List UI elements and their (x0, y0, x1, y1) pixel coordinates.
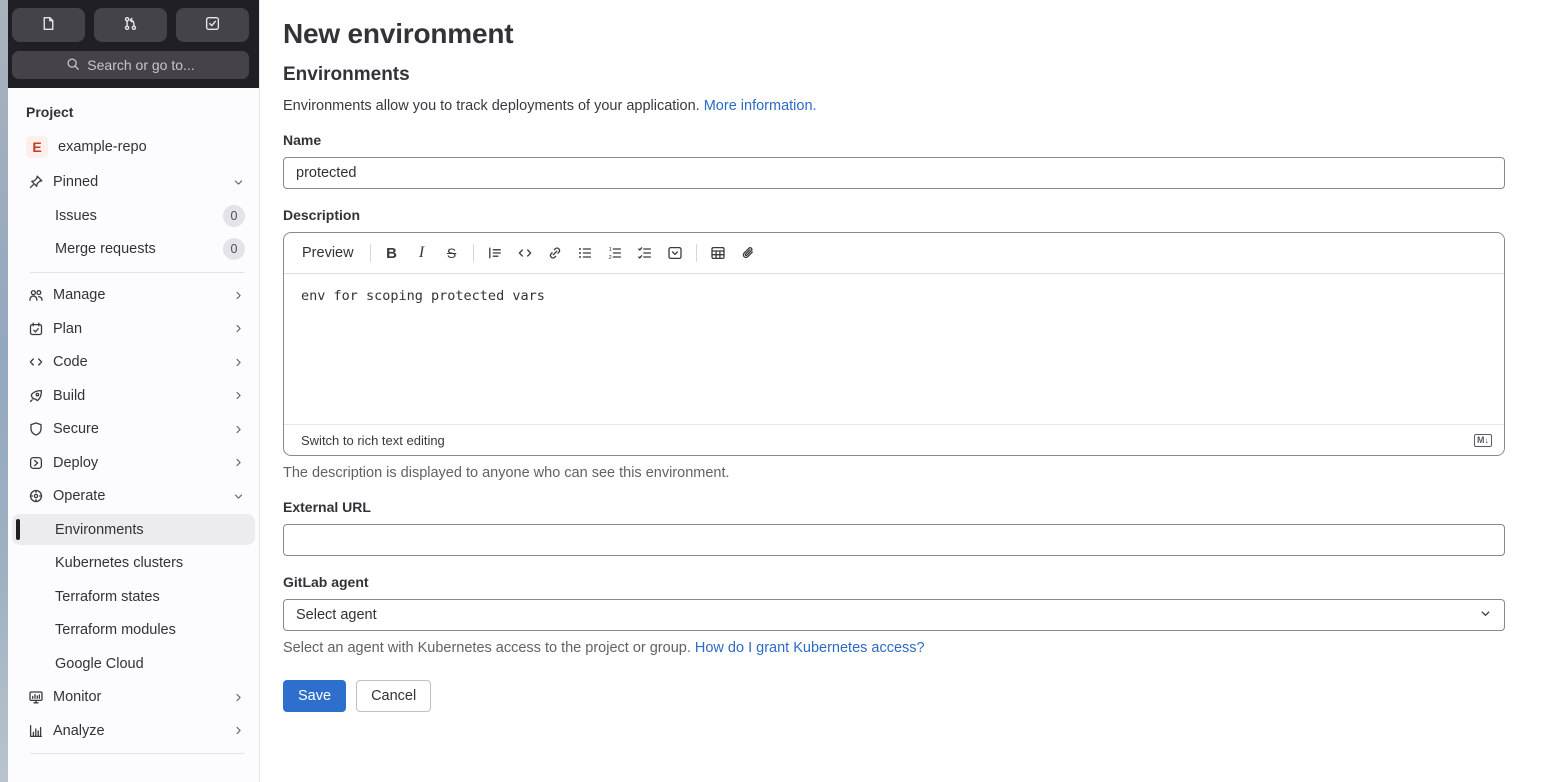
sidebar-divider (30, 753, 245, 754)
numbered-list-icon (607, 245, 623, 261)
sidebar (8, 0, 260, 782)
bold-button[interactable] (377, 238, 407, 268)
more-information-link[interactable]: More information. (703, 98, 817, 114)
attach-file-icon (740, 245, 756, 261)
chevron-down-icon (1479, 607, 1492, 624)
save-button[interactable]: Save (283, 680, 346, 712)
operate-icon (28, 488, 44, 504)
chevron-right-icon (231, 456, 245, 469)
merge-requests-shortcut-button[interactable] (94, 8, 167, 42)
sidebar-item-label: Terraform modules (55, 622, 176, 638)
quote-button[interactable] (480, 238, 510, 268)
sidebar-section-label: Project (26, 104, 74, 120)
main-content (260, 0, 1550, 782)
issues-icon (40, 15, 57, 35)
description-help-text: The description is displayed to anyone who can see this environment. (283, 465, 730, 481)
chevron-right-icon (231, 356, 245, 369)
name-label: Name (283, 132, 322, 148)
search-icon (66, 57, 80, 74)
sidebar-item-manage[interactable] (12, 280, 255, 311)
page-title: New environment (283, 18, 514, 49)
sidebar-item-monitor[interactable] (12, 682, 255, 713)
task-list-button[interactable] (630, 238, 660, 268)
toolbar-separator (473, 244, 474, 262)
sidebar-item-label: Environments (55, 521, 144, 538)
sidebar-item-issues[interactable] (12, 200, 255, 231)
todo-checkbox-icon (204, 15, 221, 35)
sidebar-item-terraform-states[interactable] (12, 581, 255, 612)
form-actions (283, 680, 1505, 712)
sidebar-item-code[interactable] (12, 347, 255, 378)
editor-footer (284, 424, 1504, 455)
sidebar-item-label: Analyze (53, 722, 105, 739)
description-editor (283, 232, 1505, 456)
gitlab-agent-label: GitLab agent (283, 574, 369, 590)
sidebar-item-label: Google Cloud (55, 655, 144, 672)
sidebar-item-label: Terraform states (55, 588, 160, 605)
sidebar-item-label: Issues (55, 207, 97, 224)
bold-icon: B (386, 244, 397, 262)
sidebar-items (12, 167, 255, 755)
users-icon (28, 287, 44, 303)
sidebar-item-label: Operate (53, 488, 106, 504)
external-url-input[interactable] (283, 524, 1505, 556)
chevron-right-icon (231, 691, 245, 704)
cancel-button[interactable]: Cancel (356, 680, 431, 712)
task-list-icon (637, 245, 653, 261)
count-badge: 0 (223, 205, 245, 227)
sidebar-divider (30, 272, 245, 273)
kubernetes-access-link[interactable]: How do I grant Kubernetes access? (694, 640, 925, 656)
bullet-list-icon (577, 245, 593, 261)
pin-icon (28, 174, 44, 190)
markdown-icon[interactable]: M↓ (1474, 434, 1492, 447)
attach-file-button[interactable] (733, 238, 763, 268)
name-input[interactable] (283, 157, 1505, 189)
code-icon (28, 354, 44, 370)
chevron-right-icon (231, 423, 245, 436)
chevron-right-icon (231, 724, 245, 737)
italic-button[interactable] (407, 238, 437, 268)
strikethrough-button[interactable] (437, 238, 467, 268)
shortcut-buttons (12, 8, 249, 42)
sidebar-item-label: Deploy (53, 454, 99, 471)
markdown-toolbar (284, 233, 1504, 274)
sidebar-item-kubernetes-clusters[interactable] (12, 548, 255, 579)
sidebar-item-label: Merge requests (55, 241, 156, 257)
description-textarea[interactable] (284, 274, 1504, 420)
sidebar-project-row[interactable] (12, 130, 255, 164)
sidebar-item-pinned[interactable] (12, 167, 255, 198)
sidebar-item-label: Secure (53, 421, 99, 437)
code-button[interactable] (510, 238, 540, 268)
sidebar-item-analyze[interactable] (12, 715, 255, 746)
sidebar-nav (8, 88, 259, 782)
bullet-list-button[interactable] (570, 238, 600, 268)
quote-icon (487, 245, 503, 261)
sidebar-item-merge-requests[interactable] (12, 234, 255, 265)
agent-select-value: Select agent (296, 607, 377, 623)
chevron-down-icon (231, 176, 245, 189)
strikethrough-icon: S (446, 245, 457, 261)
calendar-icon (28, 321, 44, 337)
sidebar-item-environments[interactable] (12, 514, 255, 545)
sidebar-item-build[interactable] (12, 380, 255, 411)
window-edge-strip (0, 0, 8, 782)
agent-select[interactable] (283, 599, 1505, 631)
intro-text: Environments allow you to track deployments of your application. More information. (283, 98, 817, 114)
project-avatar: E (26, 136, 48, 158)
sidebar-item-label: Manage (53, 287, 106, 303)
link-button[interactable] (540, 238, 570, 268)
sidebar-item-label: Kubernetes clusters (55, 555, 184, 571)
section-title: Environments (283, 64, 410, 85)
merge-request-icon (122, 15, 139, 35)
sidebar-item-terraform-modules[interactable] (12, 615, 255, 646)
search-input[interactable] (12, 51, 249, 79)
rocket-icon (28, 388, 44, 404)
agent-help-text: Select an agent with Kubernetes access to the project or group. How do I grant Kubernetes access? (283, 640, 925, 656)
collapsible-section-icon (667, 245, 683, 261)
issues-shortcut-button[interactable] (12, 8, 85, 42)
collapsible-section-button[interactable] (660, 238, 690, 268)
external-url-label: External URL (283, 499, 371, 515)
sidebar-item-deploy[interactable] (12, 447, 255, 478)
table-icon (710, 245, 726, 261)
count-badge: 0 (223, 238, 245, 260)
project-name: example-repo (58, 139, 147, 155)
numbered-list-button[interactable] (600, 238, 630, 268)
chevron-right-icon (231, 322, 245, 335)
svg-text:2: 2 (608, 255, 612, 261)
chevron-right-icon (231, 389, 245, 402)
toolbar-separator (370, 244, 371, 262)
switch-rich-text-button[interactable]: Switch to rich text editing (301, 432, 445, 448)
sidebar-item-plan[interactable] (12, 313, 255, 344)
sidebar-header (8, 0, 259, 88)
sidebar-item-label: Build (53, 387, 86, 404)
shield-icon (28, 421, 44, 437)
svg-text:1: 1 (608, 247, 612, 253)
link-icon (547, 245, 563, 261)
chevron-right-icon (231, 289, 245, 302)
sidebar-item-label: Plan (53, 320, 83, 337)
deploy-icon (28, 455, 44, 471)
italic-icon: I (418, 244, 425, 261)
code-icon (517, 245, 533, 261)
search-placeholder: Search or go to... (87, 57, 195, 73)
sidebar-item-label: Monitor (53, 689, 102, 705)
chart-icon (28, 723, 44, 739)
table-button[interactable] (703, 238, 733, 268)
monitor-icon (28, 689, 44, 705)
sidebar-item-google-cloud[interactable] (12, 648, 255, 679)
description-label: Description (283, 207, 361, 223)
todo-shortcut-button[interactable] (176, 8, 249, 42)
preview-button[interactable]: Preview (292, 239, 364, 267)
sidebar-item-label: Code (53, 354, 88, 370)
chevron-down-icon (231, 490, 245, 503)
sidebar-item-label: Pinned (53, 174, 99, 190)
sidebar-item-operate[interactable] (12, 481, 255, 512)
sidebar-item-secure[interactable] (12, 414, 255, 445)
toolbar-separator (696, 244, 697, 262)
